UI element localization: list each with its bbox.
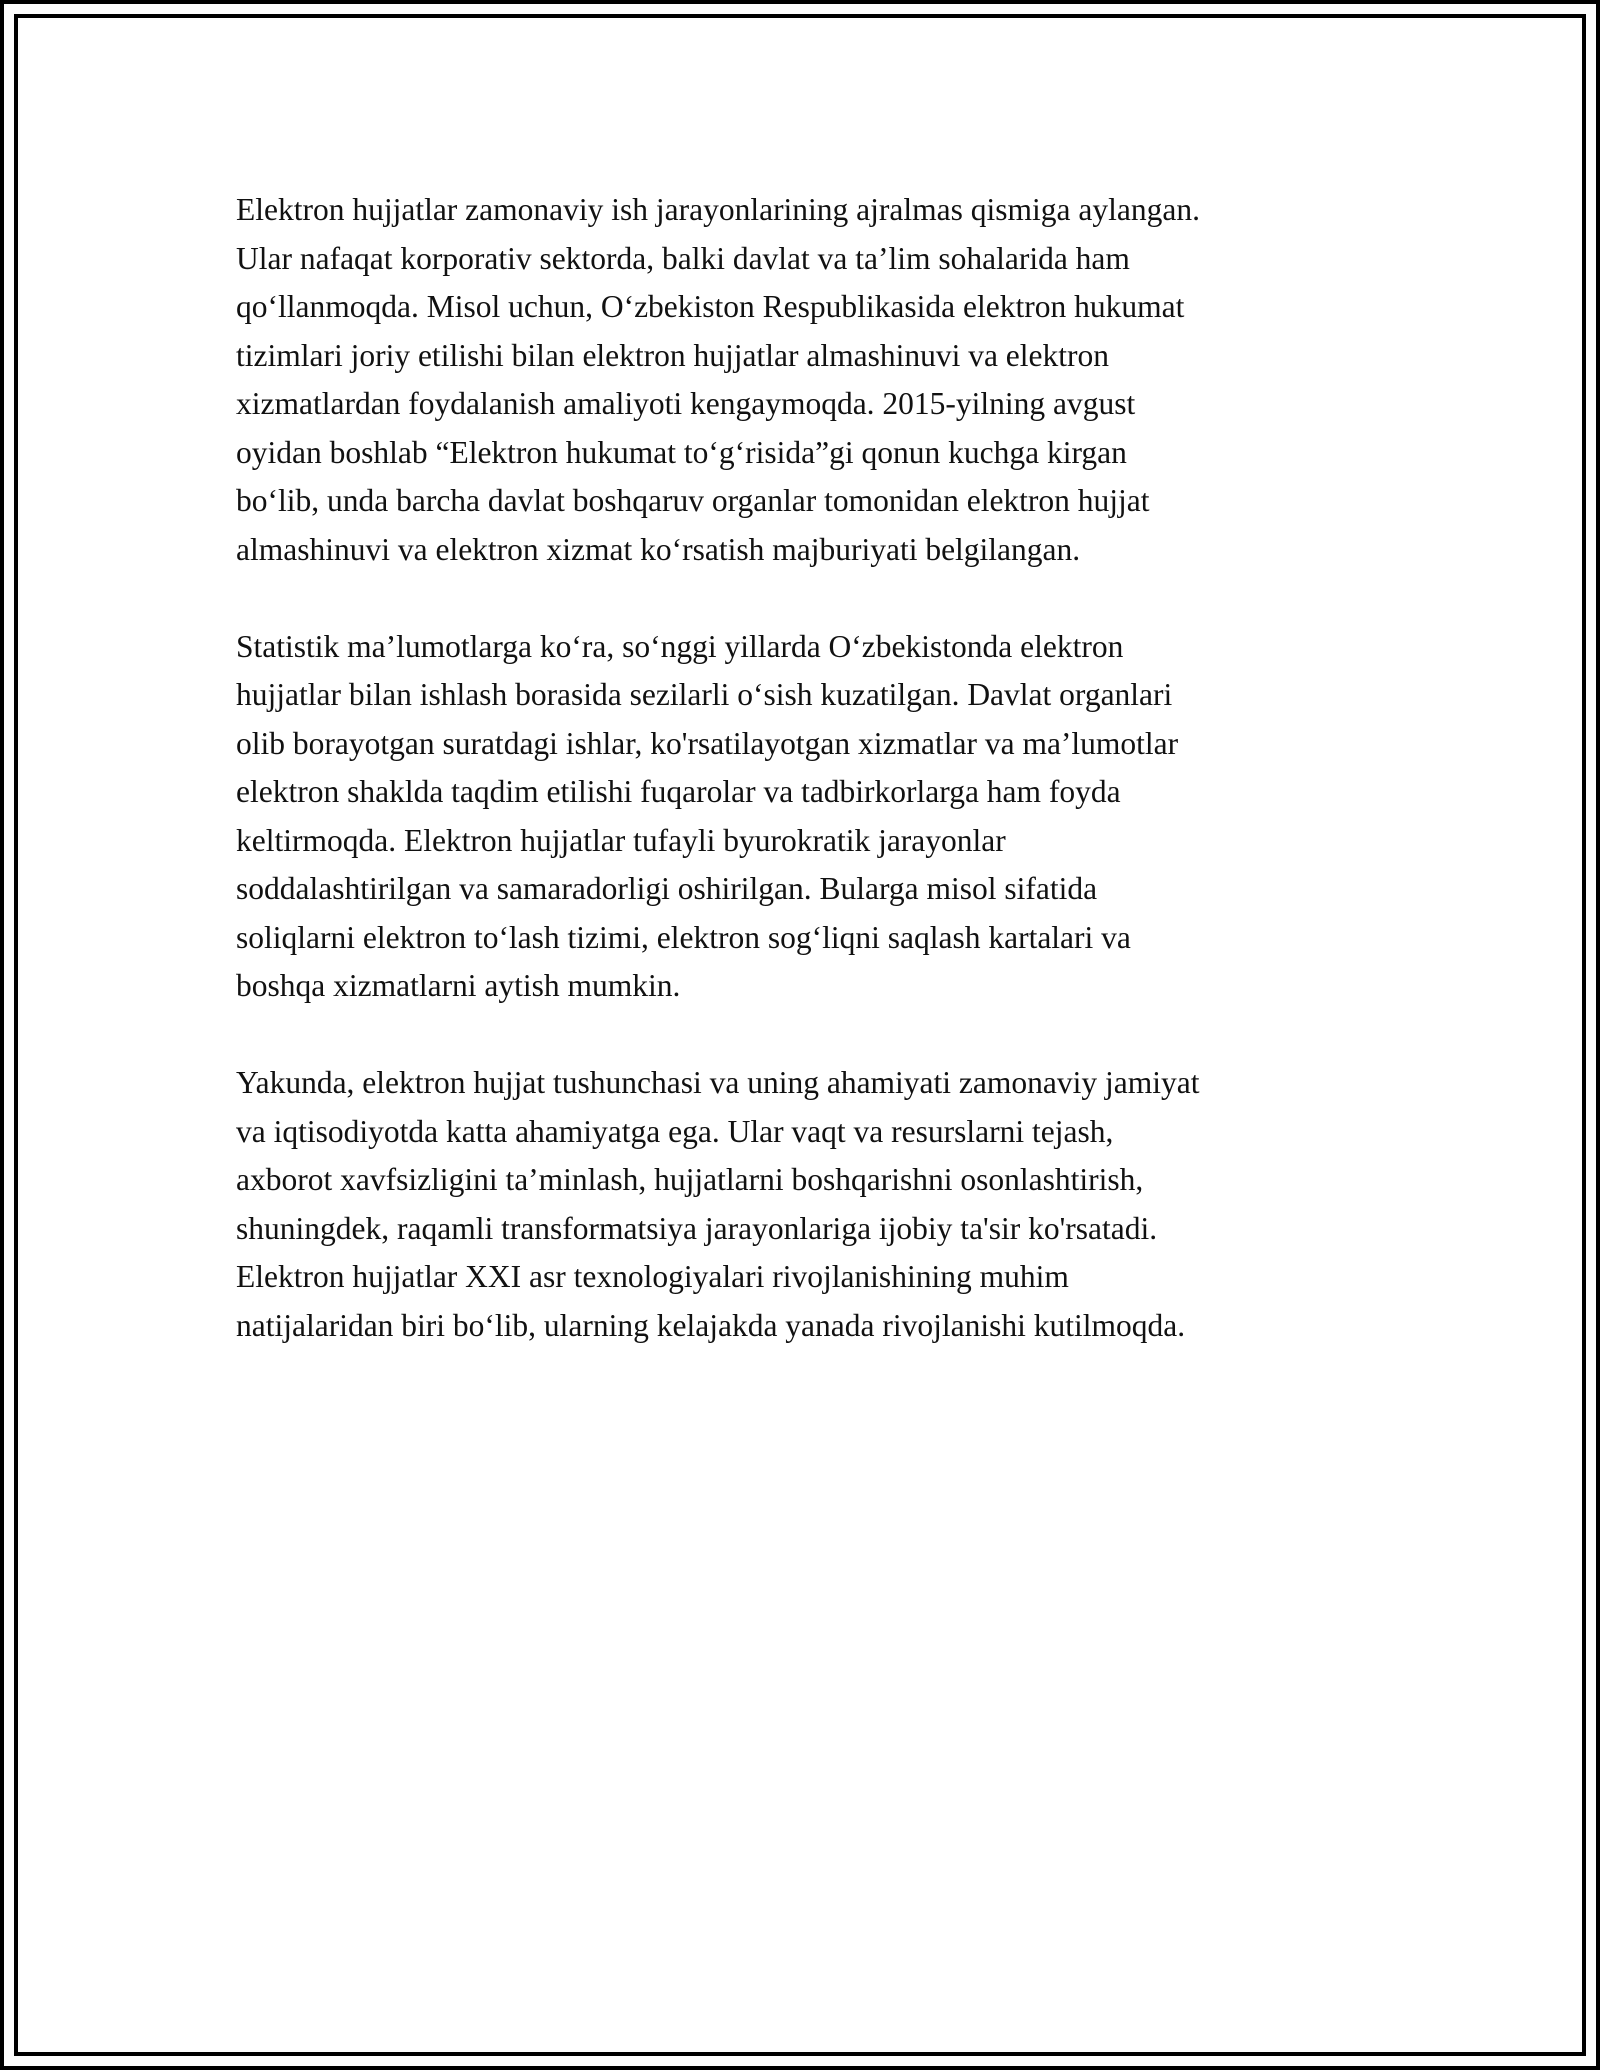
paragraph-intro: Elektron hujjatlar zamonaviy ish jarayonlarining ajralmas qismiga aylangan. Ular nafaqat korporativ sektorda, balki davlat va ta’lim sohalarida ham qoʻllanmoqda. Misol uchun, Oʻzbekiston Respublikasida elektron hukumat tizimlari joriy etilishi bilan elektron hujjatlar almashinuvi va elektron xizmatlardan foydalanish amaliyoti kengaymoqda. 2015-yilning avgust oyidan boshlab “Elektron hukumat toʻgʻrisida”gi qonun kuchga kirgan boʻlib, unda barcha davlat boshqaruv organlar tomonidan elektron hujjat almashinuvi va elektron xizmat koʻrsatish majburiyati belgilangan. <box>236 192 1200 567</box>
paragraph-statistics: Statistik ma’lumotlarga koʻra, soʻnggi yillarda Oʻzbekistonda elektron hujjatlar bilan ishlash borasida sezilarli oʻsish kuzatilgan. Davlat organlari olib borayotgan suratdagi ishlar, ko'rsatilayotgan xizmatlar va ma’lumotlar elektron shaklda taqdim etilishi fuqarolar va tadbirkorlarga ham foyda keltirmoqda. Elektron hujjatlar tufayli byurokratik jarayonlar soddalashtirilgan va samaradorligi oshirilgan. Bularga misol sifatida soliqlarni elektron toʻlash tizimi, elektron sogʻliqni saqlash kartalari va boshqa xizmatlarni aytish mumkin. <box>236 628 1179 1003</box>
paragraph-conclusion: Yakunda, elektron hujjat tushunchasi va uning ahamiyati zamonaviy jamiyat va iqtisodiyotda katta ahamiyatga ega. Ular vaqt va resurslarni tejash, axborot xavfsizligini ta’minlash, hujjatlarni boshqarishni osonlashtirish, shuningdek, raqamli transformatsiya jarayonlariga ijobiy ta'sir ko'rsatadi. Elektron hujjatlar XXI asr texnologiyalari rivojlanishining muhim natijalaridan biri boʻlib, ularning kelajakda yanada rivojlanishi kutilmoqda. <box>236 1065 1200 1343</box>
document-body <box>236 186 1396 1399</box>
